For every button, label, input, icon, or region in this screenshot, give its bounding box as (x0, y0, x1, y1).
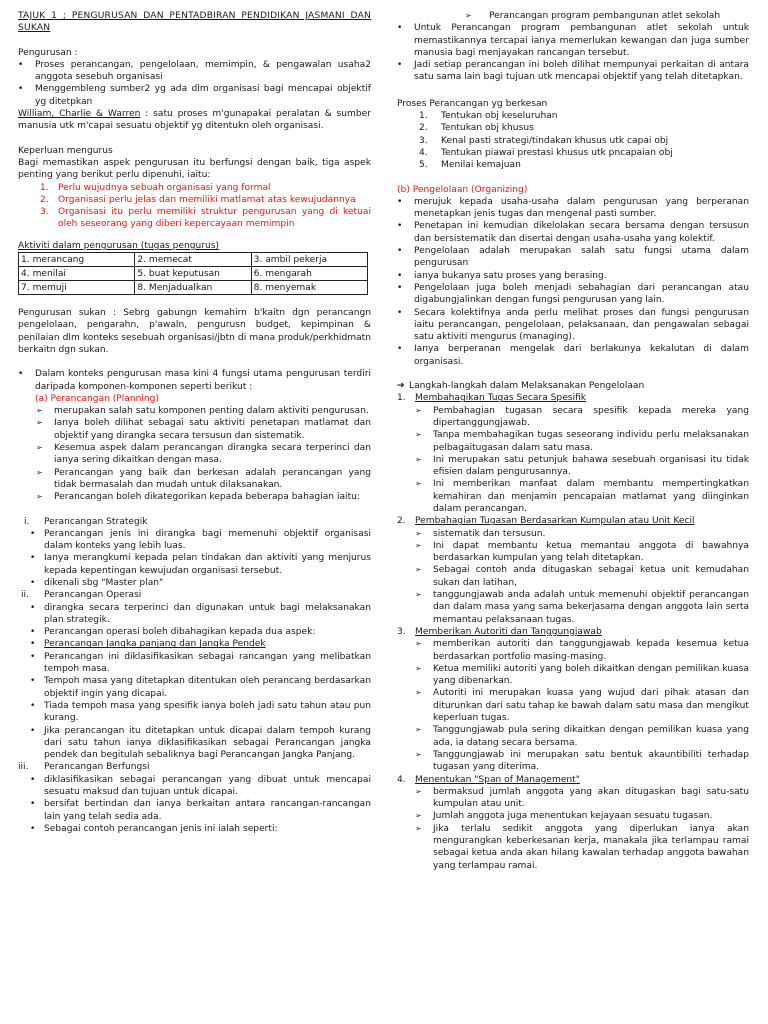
right-column (397, 0, 749, 872)
proses-heading: Proses Perancangan yg berkesan (397, 98, 548, 109)
page-title: TAJUK 1 ; PENGURUSAN DAN PENTADBIRAN PENDIDIKAN JASMANI DAN SUKAN (18, 11, 371, 34)
aktiviti-heading: Aktiviti dalam pengurusan (tugas pengurus) (18, 240, 220, 251)
bullet-item: • Pengelolaan juga boleh menjadi sebahagian dari perancangan atau digabungjalinkan dengan fungsi pengurusan yang lain. (397, 282, 749, 306)
bullet-item: • Ianya berperanan mengelak dari berlakunya kekalutan di dalam organisasi. (397, 344, 749, 367)
arrow-item: ➢ Sebagai contoh anda ditugaskan sebagai ketua unit kemudahan sukan dan latihan, (415, 565, 749, 588)
keperluan-heading: Keperluan mengurus (18, 145, 113, 156)
arrow-item: ➢ bermaksud jumlah anggota yang akan ditugaskan bagi satu-satu kumpulan atau unit. (415, 786, 749, 810)
bullet-item: • Perancangan Jangka panjang dan Jangka Pendek (30, 639, 266, 650)
table-cell: 6. mengarah (251, 267, 367, 281)
numbered-item: 1. Tentukan obj keseluruhan (419, 111, 558, 122)
bullet-item: • Pengelolaan adalah merupakan salah satu fungsi utama dalam pengurusan (397, 246, 749, 269)
bullet-item: • Perancangan operasi boleh dibahagikan kepada dua aspek: (30, 627, 316, 638)
arrow-item: ➢ Pembahagian tugasan secara spesifik kepada mereka yang dipertanggungjawab. (415, 405, 749, 428)
table-cell: 8. menyemak (251, 281, 367, 295)
bullet-item: • Tiada tempoh masa yang spesifik ianya boleh jadi satu tahun atau pun kurang. (30, 700, 371, 724)
arrow-item: ➢ sistematik dan tersusun. (415, 528, 546, 539)
arrow-item: ➢ Ini memberikan manfaat dalam membantu mempertingkatkan kemahiran dan menjamin pencapaian matlamat yang diinginkan dalam perancangan. (415, 479, 749, 514)
table-row (19, 267, 368, 281)
arrow-item: ➢ Ianya boleh dilihat sebagai satu aktiviti penetapan matlamat dan objektif yang dirangka secara tersusun dan sistematik. (36, 418, 371, 441)
bullet-item: • Proses perancangan, pengelolaan, memimpin, & pengawalan usaha2 anggota sesebuh organisasi (18, 59, 371, 83)
numbered-item: 2. Organisasi perlu jelas dan memiliki matlamat atas kewujudannya (40, 194, 356, 205)
arrow-item: ➢ Perancangan program pembangunan atlet sekolah (465, 11, 721, 21)
bullet-item: • Perancangan ini diklasifikasikan sebagai rancangan yang melibatkan tempoh masa. (30, 651, 371, 675)
step-heading: 1. Membahagikan Tugas Secara Spesifik (397, 393, 587, 404)
bullet-item: • Menggembleng sumber2 yg ada dlm organisasi bagi mencapai objektif yg ditetpkan (18, 84, 371, 107)
step-heading: 2. Pembahagian Tugasan Berdasarkan Kumpulan atau Unit Kecil (397, 516, 695, 527)
definition-text: : satu proses m'gunapakai peralatan & sumber manusia utk m'capai sesuatu objektif yg ditentukn oleh organisasi. (18, 109, 371, 132)
bullet-item: • Ianya merangkumi kepada pelan tindakan dan aktiviti yang menjurus kepada kepentingan kewujudan organisasi tersebut. (30, 553, 371, 576)
bullet-item: • Penetapan ini kemudian dikelolakan secara bersama dengan tersusun dan bersistematik dan disertai dengan usaha-usaha yang kolektif. (397, 221, 749, 244)
arrow-item: ➢ Ketua memiliki autoriti yang boleh dikaitkan dengan pemilikan kuasa yang dibenarkan. (415, 663, 749, 687)
step-heading: 3. Memberikan Autoriti dan Tanggungjawab (397, 626, 602, 637)
table-cell: 7. memuji (19, 281, 135, 295)
arrow-item: ➢ Perancangan yang baik dan berkesan adalah perancangan yang tidak bermasalah dan mudah untuk dilaksanakan. (36, 467, 371, 490)
keperluan-intro: Bagi memastikan aspek pengurusan itu berfungsi dengan baik, tiga aspek penting yang berikut perlu dipenuhi, iaitu: (18, 157, 371, 181)
table-cell: 2. memecat (135, 253, 251, 267)
bullet-item: • Jadi setiap perancangan ini boleh dilihat mempunyai perkaitan di antara satu sama lain bagi tujuan utk mencapai objektif yang telah ditetapkan. (397, 60, 749, 83)
table-row (19, 281, 368, 295)
perancangan-heading: (a) Perancangan (Planning) (35, 393, 159, 404)
numbered-item: 1. Perlu wujudnya sebuah organisasi yang formal (40, 182, 271, 193)
table-row (19, 253, 368, 267)
table-cell: 3. ambil pekerja (251, 253, 367, 267)
roman-item: i. Perancangan Strategik (24, 516, 148, 527)
numbered-item: 5. Menilai kemajuan (419, 160, 521, 171)
pengurusan-heading: Pengurusan : (18, 47, 78, 58)
numbered-item: 2. Tentukan obj khusus (419, 123, 534, 134)
arrow-item: ➢ Perancangan boleh dikategorikan kepada beberapa bahagian iaitu: (36, 492, 360, 503)
arrow-item: ➢ tanggungjawab anda adalah untuk memenuhi objektif perancangan dan dalam masa yang sama bekerjasama dengan anggota lain serta memantau pelaksanaan tugas. (415, 590, 749, 625)
arrow-item: ➢ Jika terlalu sedikit anggota yang diperlukan ianya akan mengurangkan keberkesanan kerja, manakala jika terlampau ramai sebagai ketua anda akan hilang kawalan terhadap anggota bawahan yang terlampau ramai. (415, 823, 749, 871)
arrow-item: ➢ Tanggungjawab ini merupakan satu bentuk akauntibiliti terhadap tugasan yang diterima. (415, 749, 749, 773)
definition (18, 108, 371, 133)
pengelolaan-heading: (b) Pengelolaan (Organizing) (397, 184, 528, 195)
bullet-item: • Secara kolektifnya anda perlu melihat proses dan fungsi pengurusan iaitu perancangan, pengelolaan, pelaksanaan, dan pengawalan sebagai satu aktiviti mengurus (managing). (397, 307, 749, 343)
arrow-item: ➢ Ini merupakan satu petunjuk bahawa sesebuah organisasi itu tidak efisien dalam pengurusannya. (415, 454, 749, 478)
aktiviti-table (18, 252, 368, 295)
bullet-item: • dikenali sbg "Master plan" (30, 577, 164, 588)
arrow-item: ➢ Tanpa membahagikan tugas seseorang individu perlu melaksanakan pelbagaitugasan dalam satu masa. (415, 430, 749, 453)
arrow-item: ➢ Autoriti ini merupakan kuasa yang wujud dari pihak atasan dan diturunkan dari satu tahap ke bawah dalam satu masa dan mengikut keperluan tugas. (415, 688, 749, 724)
definition-author: William, Charlie & Warren (18, 109, 141, 120)
bullet-item: • merujuk kepada usaha-usaha dalam pengurusan yang berperanan menetapkan jenis tugas dan mengenal pasti sumber. (397, 196, 749, 220)
bullet-item: • bersifat bertindan dan ianya berkaitan antara rancangan-rancangan lain yang telah sedia ada. (30, 799, 371, 822)
arrow-item: ➢ Tanggungjawab pula sering dikaitkan dengan pemilikan kuasa yang ada, ia datang secara bersama. (415, 725, 749, 748)
arrow-item: ➢ memberikan autoriti dan tanggungjawab kepada kesemua ketua berdasarkan portfolio masing-masing. (415, 639, 749, 662)
numbered-item: 4. Tentukan piawai prestasi khusus utk pncapaian obj (419, 147, 673, 158)
numbered-item: 3. Kenal pasti strategi/tindakan khusus utk capai obj (419, 135, 669, 146)
arrow-item: ➢ Jumlah anggota juga menentukan kejayaan sesuatu tugasan. (415, 811, 713, 822)
bullet-item: • ianya bukanya satu proses yang berasing. (397, 270, 607, 281)
step-heading: 4. Menentukan "Span of Management" (397, 774, 580, 785)
roman-item: ii. Perancangan Operasi (21, 590, 142, 601)
arrow-right-icon: ➔ (397, 381, 405, 392)
bullet-item: • Untuk Perancangan program pembangunan atlet sekolah untuk memastikannya tercapai ianya memerlukan kewangan dan juga sumber manusia bagi menjayakan rancangan tersebut. (397, 23, 749, 58)
table-cell: 4. menilai (19, 267, 135, 281)
bullet-item: • diklasifikasikan sebagai perancangan yang dibuat untuk mencapai sesuatu maksud dan tujuan untuk dicapai. (30, 774, 371, 798)
bullet-item: • Sebagai contoh perancangan jenis ini ialah seperti: (30, 823, 278, 834)
arrow-item: ➢ Kesemua aspek dalam perancangan dirangka secara terperinci dan ianya sering dikaitkan dengan masa. (36, 443, 371, 466)
bullet-item: • dirangka secara terperinci dan digunakan untuk bagi melaksanakan plan strategik. (30, 602, 371, 625)
bullet-item: • Tempoh masa yang ditetapkan ditentukan oleh perancang berdasarkan objektif ingin yang dicapai. (30, 676, 371, 699)
bullet-item: • Perancangan jenis ini dirangka bagi memenuhi objektif organisasi dalam konteks yang lebih luas. (30, 528, 371, 552)
left-column (18, 0, 371, 835)
bullet-item: • Jika perancangan itu ditetapkan untuk dicapai dalam tempoh kurang dari satu tahun ianya diklasifikasikan sebagai Perancangan jangka pendek dan begitulah sebaliknya bagi Perancangan Jangka Panjang. (30, 725, 371, 761)
numbered-item: 3. Organisasi itu perlu memiliki struktur pengurusan yang di ketuai oleh seseorang yang diberi kepercayaan memimpin (40, 207, 371, 230)
arrow-item: ➢ Ini dapat membantu ketua memantau anggota di bawahnya berdasarkan kumpulan yang telah ditetapkan. (415, 540, 749, 564)
sukan-definition: Pengurusan sukan : Sebrg gabungn kemahirn b'kaitn dgn perancangn pengelolaan, pengarahn, p'awaln, pengurusn budget, kepimpinan & penilaian dlm konteks sesebuah organisasi/jbtn di mana produk/perkhidmatn berkaitn dgn sukan. (18, 308, 371, 355)
arrow-item: ➢ merupakan salah satu komponen penting dalam aktiviti pengurusan. (36, 406, 369, 417)
langkah-heading: ➔ Langkah-langkah dalam Melaksanakan Pengelolaan (397, 381, 645, 392)
table-cell: 5. buat keputusan (135, 267, 251, 281)
table-cell: 8. Menjadualkan (135, 281, 251, 295)
roman-item: iii. Perancangan Berfungsi (18, 762, 150, 773)
bullet-item: • Dalam konteks pengurusan masa kini 4 fungsi utama pengurusan terdiri daripada komponen-komponen seperti berikut : (18, 369, 371, 392)
table-cell: 1. merancang (19, 253, 135, 267)
